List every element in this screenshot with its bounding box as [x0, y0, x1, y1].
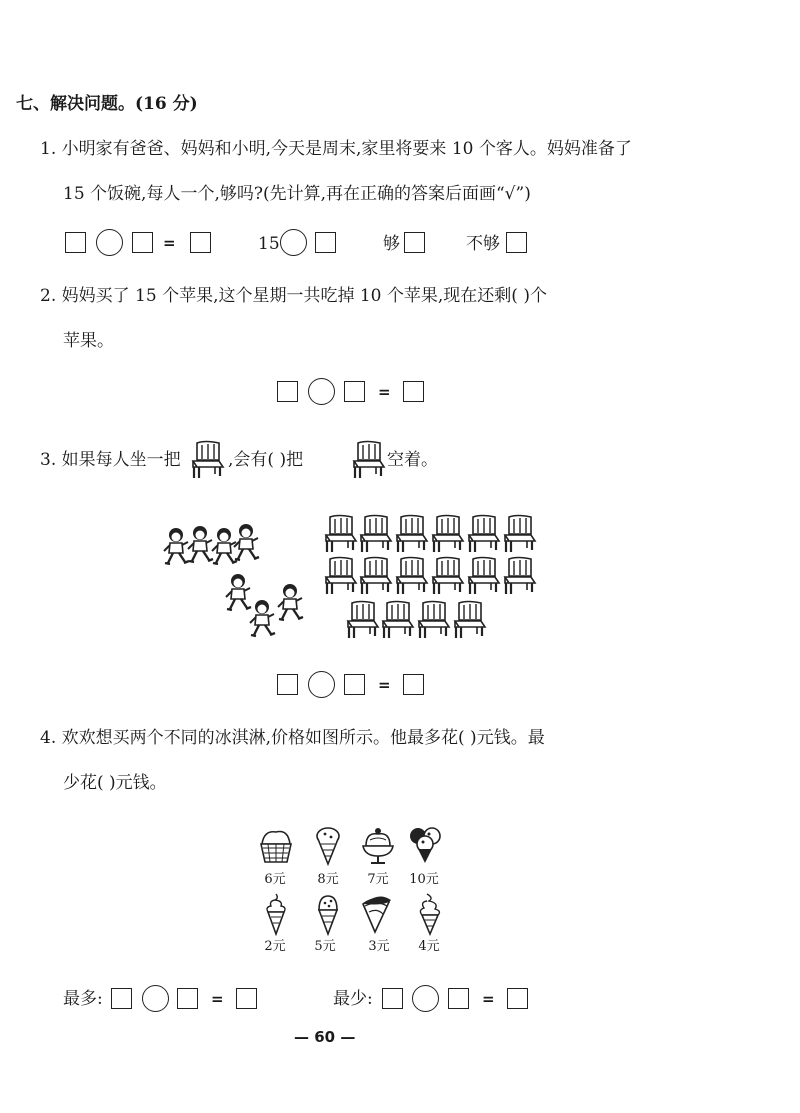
q2-result-box[interactable]: [403, 381, 424, 402]
q4-max-operator-circle[interactable]: [142, 985, 169, 1012]
q1-compare-circle[interactable]: [280, 229, 307, 256]
q4-min-operator-circle[interactable]: [412, 985, 439, 1012]
ice-cream-price: 7元: [367, 872, 389, 887]
running-child-icon: [275, 582, 305, 622]
q3-operator-circle[interactable]: [308, 671, 335, 698]
q1-fifteen-label: 15: [258, 234, 280, 254]
running-child-icon: [231, 522, 261, 562]
q1-not-enough-checkbox[interactable]: [506, 232, 527, 253]
q3-answer-box-1[interactable]: [277, 674, 298, 695]
chair-icon: [357, 556, 393, 596]
ice-cream-scoops-icon: [405, 824, 445, 864]
q3-text-part1: 3. 如果每人坐一把: [40, 450, 181, 470]
ice-cream-twist-icon: [414, 892, 444, 936]
ice-cream-sundae-icon: [358, 826, 398, 866]
ice-cream-price: 8元: [317, 872, 339, 887]
chair-icon: [189, 440, 225, 480]
chair-icon: [357, 514, 393, 554]
q4-min-box-2[interactable]: [448, 988, 469, 1009]
ice-cream-cone-icon: [313, 892, 343, 936]
running-child-icon: [247, 598, 277, 638]
ice-cream-price: 5元: [314, 939, 336, 954]
chair-icon: [350, 440, 386, 480]
q3-text-part2: ,会有( )把: [228, 450, 304, 470]
q4-max-box-1[interactable]: [111, 988, 132, 1009]
section-title: 七、解决问题。(16 分): [16, 94, 198, 114]
ice-cream-cup-icon: [256, 826, 296, 866]
q1-text-line2: 15 个饭碗,每人一个,够吗?(先计算,再在正确的答案后面画“√”): [63, 184, 531, 204]
q4-min-equals-sign: =: [482, 990, 495, 1008]
ice-cream-swirl-icon: [357, 892, 397, 936]
q4-max-result-box[interactable]: [236, 988, 257, 1009]
q1-enough-checkbox[interactable]: [404, 232, 425, 253]
q2-answer-box-1[interactable]: [277, 381, 298, 402]
ice-cream-price: 3元: [368, 939, 390, 954]
ice-cream-cone-icon: [308, 826, 348, 866]
q1-enough-label: 够: [383, 234, 400, 254]
q1-operator-circle[interactable]: [96, 229, 123, 256]
q4-min-box-1[interactable]: [382, 988, 403, 1009]
chair-icon: [344, 600, 380, 640]
chair-icon: [379, 600, 415, 640]
q3-answer-box-2[interactable]: [344, 674, 365, 695]
q4-max-label: 最多:: [63, 989, 103, 1009]
q1-not-enough-label: 不够: [466, 234, 500, 254]
q1-answer-box-2[interactable]: [132, 232, 153, 253]
q3-equals-sign: =: [378, 676, 391, 694]
chair-icon: [322, 514, 358, 554]
q2-text-line2: 苹果。: [63, 331, 114, 351]
q3-chairs-group: [318, 514, 543, 644]
chair-icon: [393, 556, 429, 596]
q4-text-line1: 4. 欢欢想买两个不同的冰淇淋,价格如图所示。他最多花( )元钱。最: [40, 728, 545, 748]
q2-text-line1: 2. 妈妈买了 15 个苹果,这个星期一共吃掉 10 个苹果,现在还剩( )个: [40, 286, 547, 306]
q2-equals-sign: =: [378, 383, 391, 401]
q4-min-label: 最少:: [333, 989, 373, 1009]
ice-cream-price: 10元: [409, 872, 439, 887]
q1-compare-box[interactable]: [315, 232, 336, 253]
q4-max-equals-sign: =: [211, 990, 224, 1008]
chair-icon: [501, 556, 537, 596]
page-number: — 60 —: [294, 1028, 356, 1046]
q1-equals-sign: =: [163, 234, 176, 252]
chair-icon: [415, 600, 451, 640]
q4-text-line2: 少花( )元钱。: [63, 773, 167, 793]
chair-icon: [465, 514, 501, 554]
ice-cream-price: 6元: [264, 872, 286, 887]
q3-result-box[interactable]: [403, 674, 424, 695]
q4-max-box-2[interactable]: [177, 988, 198, 1009]
q3-children-group: [155, 520, 315, 640]
chair-icon: [429, 556, 465, 596]
q1-answer-box-1[interactable]: [65, 232, 86, 253]
ice-cream-soft-serve-icon: [261, 892, 291, 936]
chair-icon: [393, 514, 429, 554]
chair-icon: [501, 514, 537, 554]
ice-cream-price: 4元: [418, 939, 440, 954]
q3-text-part3: 空着。: [387, 450, 438, 470]
q4-min-result-box[interactable]: [507, 988, 528, 1009]
chair-icon: [465, 556, 501, 596]
chair-icon: [429, 514, 465, 554]
q1-text-line1: 1. 小明家有爸爸、妈妈和小明,今天是周末,家里将要来 10 个客人。妈妈准备了: [40, 139, 632, 159]
q1-result-box[interactable]: [190, 232, 211, 253]
q2-operator-circle[interactable]: [308, 378, 335, 405]
chair-icon: [322, 556, 358, 596]
chair-icon: [451, 600, 487, 640]
q2-answer-box-2[interactable]: [344, 381, 365, 402]
ice-cream-price: 2元: [264, 939, 286, 954]
